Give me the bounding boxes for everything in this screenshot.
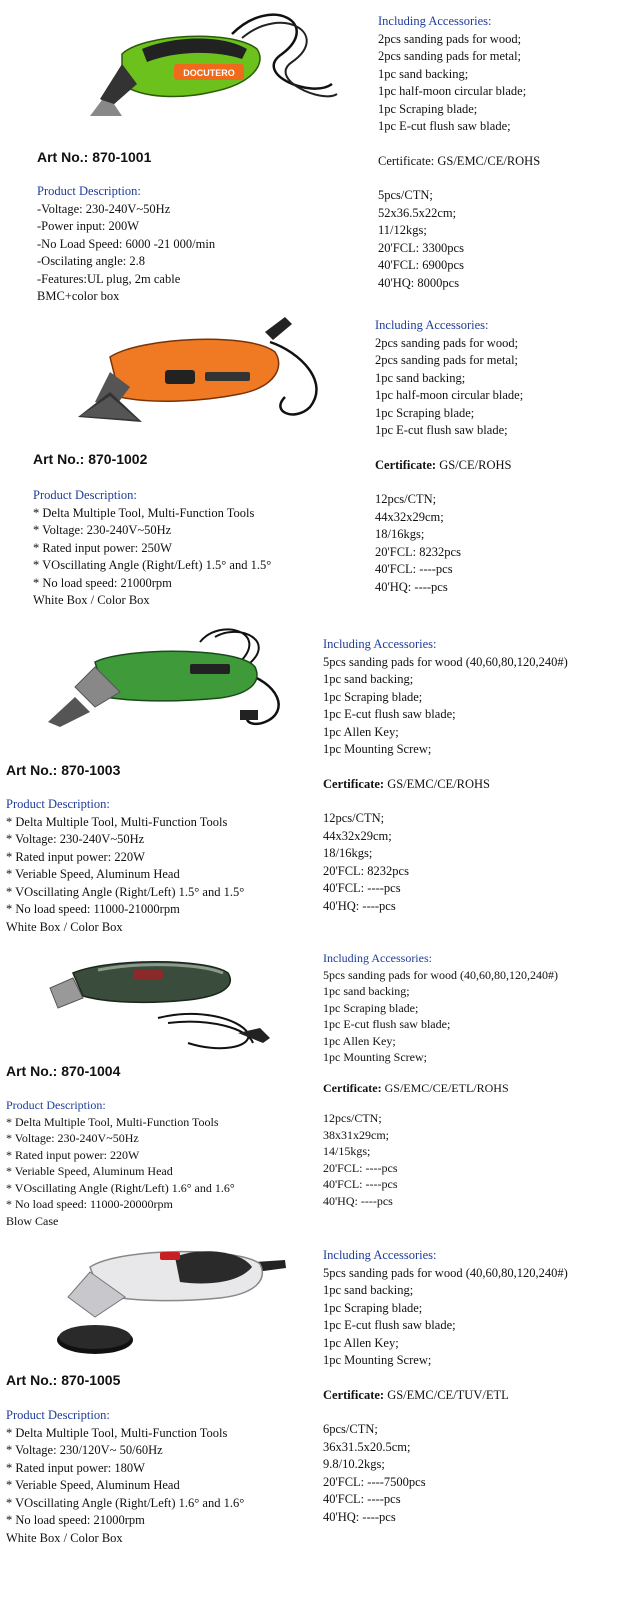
accessory-item: 1pc Scraping blade; (375, 405, 475, 420)
description-line: * VOscillating Angle (Right/Left) 1.5° and 1.5° (33, 558, 272, 572)
packing-line: 11/12kgs; (378, 223, 427, 237)
packing-line: 44x32x29cm; (323, 828, 392, 843)
packing-line: 40'HQ: 8000pcs (378, 275, 460, 290)
description-line: * Rated input power: 250W (33, 540, 172, 555)
accessory-item: 1pc E-cut flush saw blade; (378, 119, 511, 133)
certificate-value: GS/EMC/CE/TUV/ETL (387, 1387, 509, 1402)
art-number: Art No.: 870-1003 (6, 762, 121, 778)
product-870-1004 (0, 942, 620, 1242)
description-line: * No load speed: 21000rpm (6, 1513, 145, 1527)
description-line: * Delta Multiple Tool, Multi-Function Tools (33, 505, 255, 520)
accessory-item: 5pcs sanding pads for wood (40,60,80,120,240#) (323, 967, 558, 982)
art-number: Art No.: 870-1002 (33, 451, 148, 467)
art-number: Art No.: 870-1005 (6, 1372, 121, 1388)
packing-line: 40'HQ: ----pcs (375, 579, 448, 594)
packing-line: 14/15kgs; (323, 1144, 371, 1158)
accessories-header: Including Accessories: (375, 318, 489, 332)
certificate-label: Certificate: (375, 457, 437, 472)
packing-line: 36x31.5x20.5cm; (323, 1439, 411, 1454)
description-line: * Rated input power: 220W (6, 849, 145, 864)
accessory-item: 1pc sand backing; (323, 672, 414, 686)
description-line: * Rated input power: 220W (6, 1147, 140, 1162)
packing-line: 40'FCL: ----pcs (323, 1492, 401, 1506)
accessory-item: 2pcs sanding pads for wood; (375, 335, 519, 350)
description-line: White Box / Color Box (6, 919, 123, 934)
packing-line: 38x31x29cm; (323, 1127, 389, 1142)
packing-line: 40'FCL: 6900pcs (378, 258, 464, 272)
product-870-1003 (0, 622, 620, 942)
description-line: BMC+color box (37, 289, 120, 303)
product-870-1005 (0, 1242, 620, 1617)
description-line: * Delta Multiple Tool, Multi-Function Tools (6, 814, 228, 829)
packing-line: 40'FCL: ----pcs (323, 1177, 398, 1191)
accessory-item: 5pcs sanding pads for wood (40,60,80,120,240#) (323, 654, 568, 669)
accessory-item: 2pcs sanding pads for metal; (378, 49, 522, 63)
description-header: Product Description: (6, 1098, 106, 1112)
packing-line: 12pcs/CTN; (323, 1111, 382, 1125)
specs-column (323, 950, 558, 1209)
description-line: * Veriable Speed, Aluminum Head (6, 1478, 180, 1492)
packing-line: 20'FCL: ----pcs (323, 1160, 398, 1175)
packing-line: 12pcs/CTN; (375, 492, 437, 506)
specs-column (323, 1247, 568, 1526)
accessory-item: 1pc Mounting Screw; (323, 1050, 427, 1064)
accessory-item: 1pc E-cut flush saw blade; (323, 1318, 456, 1332)
accessories-header: Including Accessories: (323, 1248, 437, 1262)
accessory-item: 1pc Allen Key; (323, 1335, 399, 1350)
accessory-item: 1pc sand backing; (323, 984, 410, 998)
certificate-label: Certificate: (323, 1080, 382, 1095)
description-line: * VOscillating Angle (Right/Left) 1.6° and 1.6° (6, 1495, 245, 1510)
packing-line: 44x32x29cm; (375, 509, 444, 524)
description-line: * No load speed: 11000-21000rpm (6, 902, 180, 916)
product-description (6, 1407, 244, 1547)
packing-line: 20'FCL: 8232pcs (375, 544, 461, 559)
description-line: * Delta Multiple Tool, Multi-Function Tools (6, 1114, 219, 1129)
packing-line: 20'FCL: 3300pcs (378, 240, 464, 255)
packing-line: 52x36.5x22cm; (378, 205, 457, 220)
product-870-1001 (0, 0, 620, 320)
specs-column (375, 317, 523, 596)
certificate (323, 776, 568, 794)
specs-column (323, 636, 568, 915)
packing-line: 20'FCL: ----7500pcs (323, 1474, 426, 1489)
description-line: * Veriable Speed, Aluminum Head (6, 1164, 173, 1178)
multi-tool-image (40, 1242, 300, 1357)
accessory-item: 1pc sand backing; (375, 370, 466, 385)
description-line: * Veriable Speed, Aluminum Head (6, 867, 180, 881)
accessory-item: 1pc Scraping blade; (323, 1300, 423, 1315)
packing-line: 40'FCL: ----pcs (323, 881, 401, 895)
accessory-item: 1pc Allen Key; (323, 1033, 396, 1048)
description-line: -No Load Speed: 6000 -21 000/min (37, 236, 216, 251)
accessory-item: 1pc half-moon circular blade; (375, 388, 524, 402)
description-header: Product Description: (6, 797, 110, 811)
accessory-item: 1pc Scraping blade; (323, 1000, 419, 1015)
description-line: * Voltage: 230-240V~50Hz (6, 1131, 139, 1145)
packing-line: 9.8/10.2kgs; (323, 1457, 385, 1471)
accessory-item: 1pc sand backing; (378, 66, 469, 81)
certificate (378, 153, 540, 171)
description-line: -Features:UL plug, 2m cable (37, 271, 181, 286)
accessory-item: 2pcs sanding pads for metal; (375, 353, 519, 367)
multi-tool-image (38, 948, 278, 1058)
certificate-value: GS/EMC/CE/ETL/ROHS (384, 1080, 509, 1095)
multi-tool-image (82, 4, 342, 134)
description-line: -Voltage: 230-240V~50Hz (37, 201, 171, 216)
description-header: Product Description: (37, 184, 141, 198)
specs-column (378, 13, 540, 292)
certificate-label: Certificate: (323, 1387, 385, 1402)
certificate (323, 1387, 568, 1405)
certificate (375, 457, 523, 475)
certificate-value: GS/CE/ROHS (439, 457, 512, 472)
packing-line: 12pcs/CTN; (323, 811, 385, 825)
product-description (6, 796, 244, 936)
accessory-item: 2pcs sanding pads for wood; (378, 31, 522, 46)
description-header: Product Description: (6, 1408, 110, 1422)
description-header: Product Description: (33, 488, 137, 502)
packing-line: 5pcs/CTN; (378, 188, 433, 202)
product-870-1002 (0, 312, 620, 622)
packing-line: 40'HQ: ----pcs (323, 1193, 393, 1208)
certificate-label: Certificate: (378, 153, 435, 168)
packing-line: 18/16kgs; (323, 846, 373, 860)
accessory-item: 1pc Scraping blade; (323, 689, 423, 704)
certificate (323, 1080, 558, 1097)
brand-label: DOCUTERO (183, 68, 235, 78)
multi-tool-image (40, 622, 310, 737)
packing-line: 20'FCL: 8232pcs (323, 863, 409, 878)
description-line: * VOscillating Angle (Right/Left) 1.5° and 1.5° (6, 884, 245, 899)
accessory-item: 1pc E-cut flush saw blade; (323, 707, 456, 721)
packing-line: 40'HQ: ----pcs (323, 1509, 396, 1524)
description-line: White Box / Color Box (6, 1530, 123, 1545)
accessories-header: Including Accessories: (323, 951, 432, 965)
packing-line: 18/16kgs; (375, 527, 425, 541)
description-line: * Voltage: 230/120V~ 50/60Hz (6, 1443, 163, 1457)
certificate-value: GS/EMC/CE/ROHS (437, 153, 541, 168)
product-description (37, 183, 215, 306)
product-description (6, 1097, 235, 1229)
art-number: Art No.: 870-1001 (37, 149, 152, 165)
accessory-item: 1pc half-moon circular blade; (378, 84, 527, 98)
accessory-item: 1pc E-cut flush saw blade; (375, 423, 508, 437)
multi-tool-image (70, 312, 340, 442)
description-line: * Rated input power: 180W (6, 1460, 145, 1475)
packing-line: 6pcs/CTN; (323, 1422, 378, 1436)
accessory-item: 1pc E-cut flush saw blade; (323, 1017, 451, 1031)
accessory-item: 1pc Mounting Screw; (323, 742, 432, 756)
accessories-header: Including Accessories: (378, 14, 492, 28)
description-line: * Voltage: 230-240V~50Hz (33, 523, 172, 537)
description-line: * Voltage: 230-240V~50Hz (6, 832, 145, 846)
accessory-item: 1pc Allen Key; (323, 724, 399, 739)
description-line: White Box / Color Box (33, 593, 150, 607)
description-line: * Delta Multiple Tool, Multi-Function Tools (6, 1425, 228, 1440)
certificate-label: Certificate: (323, 776, 385, 791)
description-line: Blow Case (6, 1213, 59, 1228)
description-line: * No load speed: 21000rpm (33, 575, 172, 590)
description-line: * No load speed: 11000-20000rpm (6, 1197, 173, 1211)
description-line: * VOscillating Angle (Right/Left) 1.6° and 1.6° (6, 1180, 235, 1195)
description-line: -Oscilating angle: 2.8 (37, 254, 145, 268)
packing-line: 40'HQ: ----pcs (323, 898, 396, 913)
description-line: -Power input: 200W (37, 219, 140, 233)
packing-line: 40'FCL: ----pcs (375, 562, 453, 576)
art-number: Art No.: 870-1004 (6, 1063, 121, 1079)
accessory-item: 1pc sand backing; (323, 1283, 414, 1297)
accessory-item: 1pc Mounting Screw; (323, 1353, 432, 1367)
accessories-header: Including Accessories: (323, 637, 437, 651)
accessory-item: 5pcs sanding pads for wood (40,60,80,120,240#) (323, 1265, 568, 1280)
certificate-value: GS/EMC/CE/ROHS (387, 776, 491, 791)
accessory-item: 1pc Scraping blade; (378, 101, 478, 116)
product-description (33, 487, 271, 610)
